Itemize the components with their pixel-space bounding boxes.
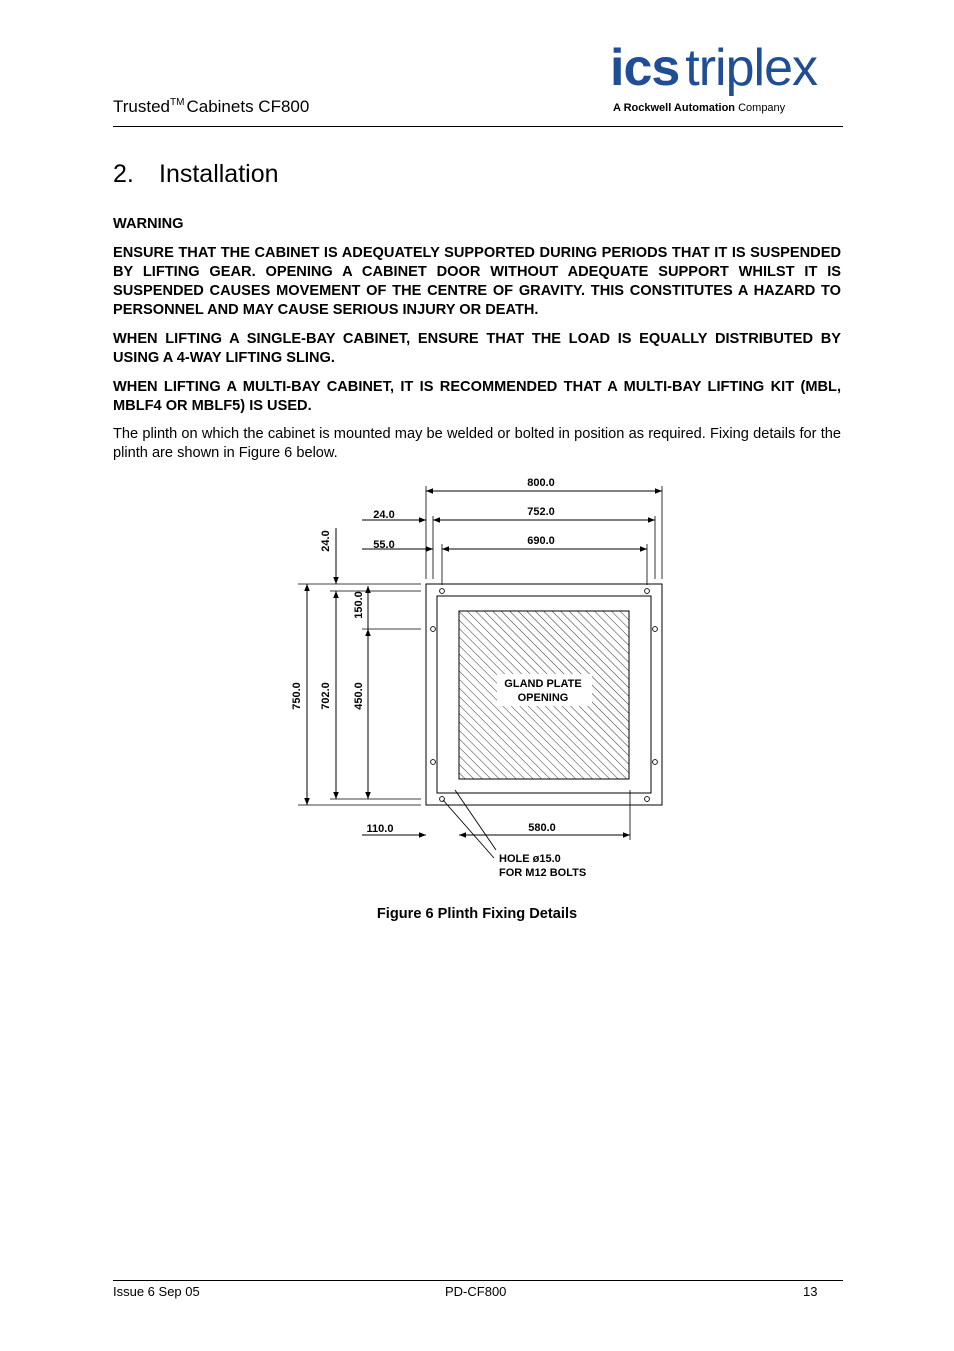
dim-24-horizontal: 24.0 — [373, 509, 395, 521]
hole-leader — [443, 790, 496, 858]
gland-label-line1: GLAND PLATE — [504, 678, 582, 690]
body-paragraph: The plinth on which the cabinet is mounted may be welded or bolted in position as required. Fixing details for the plinth are shown in Figure 6 below. — [113, 426, 841, 461]
hole-right-lower — [653, 760, 658, 765]
footer-rule — [113, 1280, 843, 1281]
hole-top-left — [440, 589, 445, 594]
hole-left-lower — [431, 760, 436, 765]
warning-paragraph-3: WHEN LIFTING A MULTI-BAY CABINET, IT IS RECOMMENDED THAT A MULTI-BAY LIFTING KIT (MBL, MBLF4 OR MBLF5) IS USED. — [113, 379, 841, 414]
section-number: 2. — [113, 160, 134, 188]
footer-page-number: 13 — [803, 1284, 818, 1299]
hole-bottom-right — [645, 797, 650, 802]
warning-paragraph-2: WHEN LIFTING A SINGLE-BAY CABINET, ENSURE THAT THE LOAD IS EQUALLY DISTRIBUTED BY USING A 4-WAY LIFTING SLING. — [113, 331, 841, 366]
dim-800: 800.0 — [527, 477, 555, 489]
hole-top-right — [645, 589, 650, 594]
company-logo — [610, 40, 842, 120]
dim-580: 580.0 — [528, 822, 556, 834]
dim-750: 750.0 — [291, 682, 303, 710]
gland-label-line2: OPENING — [517, 692, 569, 704]
header-title-rest: Cabinets CF800 — [186, 97, 310, 116]
hole-callout-line2: FOR M12 BOLTS — [499, 867, 587, 879]
warning-paragraph-1: ENSURE THAT THE CABINET IS ADEQUATELY SUPPORTED DURING PERIODS THAT IT IS SUSPENDED BY LIFTING GEAR. OPENING A CABINET DOOR WITHOUT ADEQUATE SUPPORT WHILST IT IS SUSPENDED CAUSES MOVEMENT OF THE CENTRE OF GRAVITY. THIS CONSTITUTES A HAZARD TO PERSONNEL AND MAY CAUSE SERIOUS INJURY OR DEATH. — [113, 245, 841, 318]
footer-doc-id: PD-CF800 — [445, 1284, 507, 1299]
logo-tagline-rest: Company — [738, 102, 786, 114]
footer-issue: Issue 6 Sep 05 — [113, 1284, 200, 1299]
section-title: Installation — [159, 160, 279, 188]
header-title-main: Trusted — [113, 97, 171, 116]
dim-690: 690.0 — [527, 535, 555, 547]
header-title — [113, 97, 309, 117]
trademark-superscript: TM — [170, 97, 185, 108]
dim-702: 702.0 — [320, 682, 332, 710]
plinth-drawing — [280, 470, 680, 890]
logo-tagline-bold: A Rockwell Automation — [613, 102, 736, 114]
dim-752: 752.0 — [527, 506, 555, 518]
hole-right-upper — [653, 627, 658, 632]
header-rule — [113, 126, 843, 127]
section-heading — [113, 160, 279, 189]
hole-callout-line1: HOLE ø15.0 — [499, 853, 561, 865]
dim-150: 150.0 — [353, 591, 365, 619]
dim-55: 55.0 — [373, 539, 395, 551]
logo-ics: ics — [610, 39, 680, 97]
hole-left-upper — [431, 627, 436, 632]
logo-triplex: triplex — [685, 39, 818, 97]
warning-label: WARNING — [113, 216, 184, 232]
figure-caption: Figure 6 Plinth Fixing Details — [376, 906, 578, 922]
dim-110: 110.0 — [366, 823, 394, 835]
vertical-dimension-lines — [307, 528, 368, 805]
dim-450: 450.0 — [353, 682, 365, 710]
logo-wordmark — [610, 40, 817, 96]
dim-24-vertical: 24.0 — [320, 530, 332, 552]
logo-tagline — [613, 102, 785, 114]
